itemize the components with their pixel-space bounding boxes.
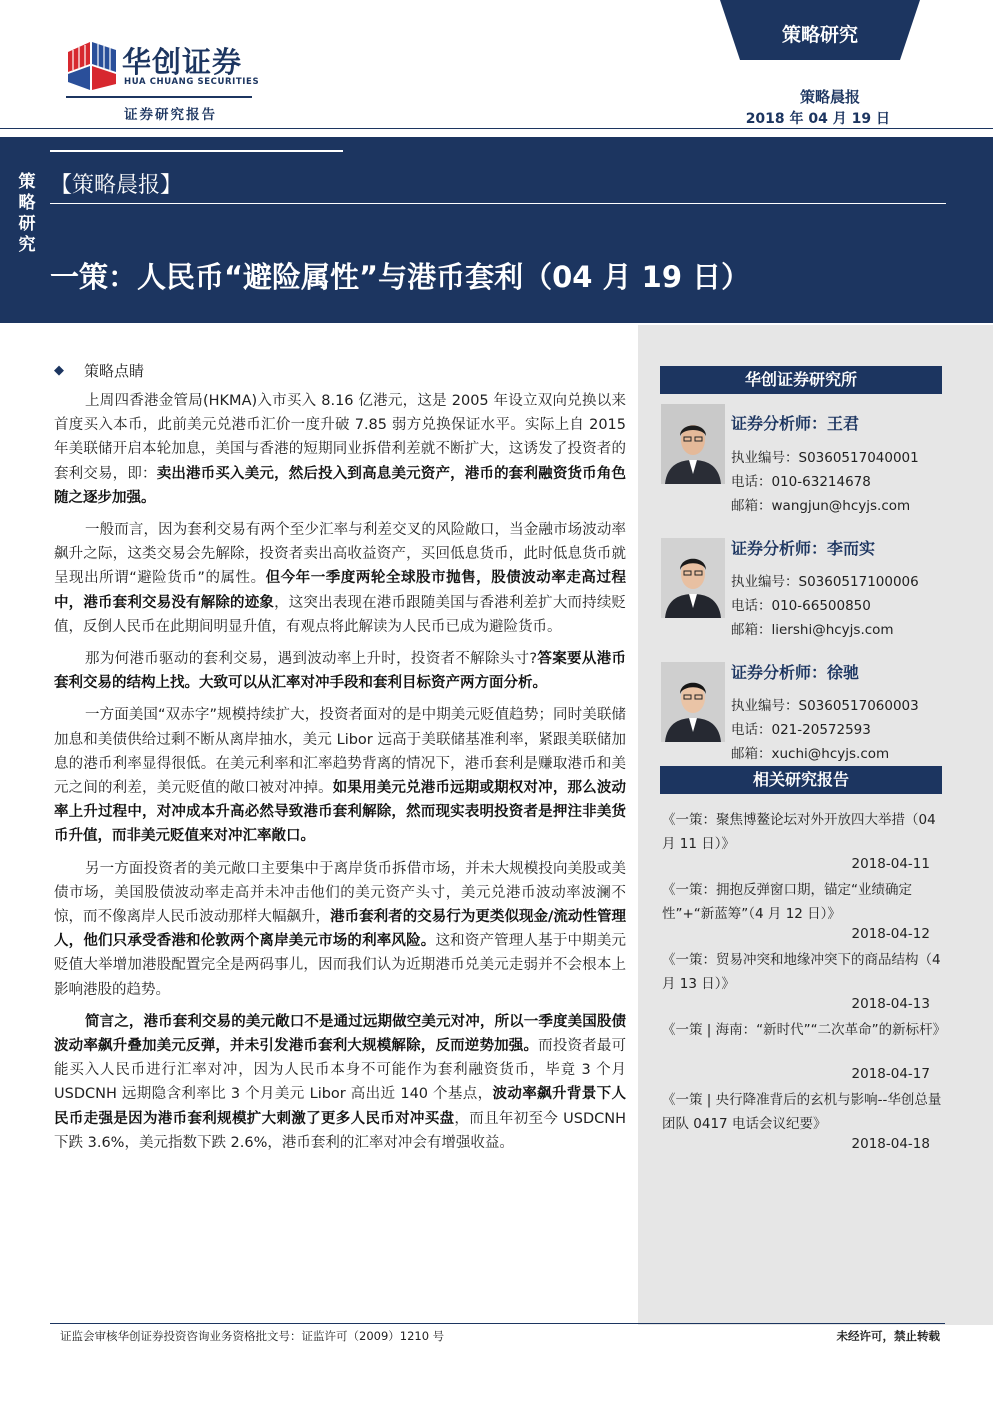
category-tab-label: 策略研究 [781, 24, 858, 46]
body-text: 一般而言，因为套利交易有两个至少汇率与利差交叉的风险敞口，当金融市场波动率飙升之际，这类交易会先解除，投资者卖出高收益资产，买回低息货币，此时低息货币就呈现出所谓“避险货币”的属性。 [54, 522, 626, 587]
footer-divider [50, 1323, 945, 1324]
analyst-email-2: 邮箱：liershi@hcyjs.com [731, 622, 894, 638]
analyst-cert-1: 执业编号：S0360517040001 [731, 450, 919, 466]
paragraph-list [54, 389, 626, 1155]
body-paragraph [54, 518, 626, 639]
header-divider [0, 128, 993, 129]
diamond-bullet-icon: ◆ [54, 363, 64, 378]
related-report-date-4: 2018-04-17 [851, 1066, 930, 1082]
logo-chinese-name: 华创证券 [122, 45, 243, 79]
related-report-date-2: 2018-04-12 [851, 926, 930, 942]
body-text: ，而且年初至今 USDCNH 下跌 3.6%，美元指数下跌 2.6%，港币套利的汇率对冲会有增强收益。 [54, 1110, 627, 1151]
related-reports-heading: 相关研究报告 [660, 766, 942, 794]
emphasized-text: 波动率飙升背景下人民币走强是因为港币套利规模扩大刺激了更多人民币对冲买盘 [54, 1086, 627, 1127]
section-heading [54, 360, 626, 381]
institute-heading: 华创证券研究所 [660, 366, 942, 394]
analyst-phone-1: 电话：010-63214678 [731, 474, 871, 490]
emphasized-text: 如果用美元兑港币远期或期权对冲，那么波动率上升过程中，对冲成本升高必然导致港币套利解除，然而现实表明投资者是押注非美货币升值，而非美元贬值来对冲汇率敞口。 [54, 780, 626, 845]
banner-series-tag: 【策略晨报】 [50, 173, 183, 198]
logo-mark-icon [68, 42, 116, 90]
analyst-title-2: 证券分析师：李而实 [731, 539, 876, 558]
related-report-3[interactable]: 《一策：贸易冲突和地缘冲突下的商品结构（4 月 13 日）》 [662, 952, 941, 992]
body-text: ，这突出表现在港币跟随美国与香港利差扩大而持续贬值，反倒人民币在此期间明显升值，有观点将此解读为人民币已成为避险货币。 [54, 594, 627, 635]
body-paragraph [54, 857, 626, 1002]
analyst-title-3: 证券分析师：徐驰 [731, 663, 860, 682]
analyst-email-1: 邮箱：wangjun@hcyjs.com [731, 498, 911, 514]
related-report-date-1: 2018-04-11 [851, 856, 930, 872]
header-date: 2018 年 04 月 19 日 [745, 111, 890, 127]
emphasized-text: 卖出港币买入美元，然后投入到高息美元资产，港币的套利融资货币角色随之逐步加强。 [54, 465, 627, 506]
report-title: 一策：人民币“避险属性”与港币套利（04 月 19 日） [50, 260, 751, 294]
emphasized-text: 答案要从港币套利交易的结构上找。大致可以从汇率对冲手段和套利目标资产两方面分析。 [54, 651, 626, 692]
related-report-1[interactable]: 《一策：聚焦博鳌论坛对外开放四大举措（04 月 11 日）》 [662, 812, 936, 852]
emphasized-text: 简言之，港币套利交易的美元敞口不是通过远期做空美元对冲，所以一季度美国股债波动率飙升叠加美元反弹，并未引发港币套利大规模解除，反而逆势加强。 [54, 1013, 626, 1055]
banner-mid-rule [50, 203, 946, 204]
logo-divider [66, 96, 252, 98]
logo-english-name: HUA CHUANG SECURITIES [124, 77, 260, 87]
body-paragraph [54, 1010, 626, 1155]
report-type-label: 证券研究报告 [124, 107, 217, 123]
main-content [54, 360, 626, 1163]
analyst-cert-3: 执业编号：S0360517060003 [731, 698, 919, 714]
body-paragraph [54, 389, 626, 510]
body-paragraph [54, 647, 626, 695]
related-report-date-3: 2018-04-13 [851, 996, 930, 1012]
analyst-photo-3 [661, 662, 725, 742]
body-paragraph [54, 703, 626, 848]
footer-license: 证监会审核华创证券投资咨询业务资格批文号：证监许可（2009）1210 号 [60, 1329, 445, 1343]
related-report-2[interactable]: 《一策：拥抱反弹窗口期，锚定“业绩确定性”+“新蓝筹”（4 月 12 日）》 [662, 882, 912, 922]
emphasized-text: 港币套利者的交易行为更类似现金/流动性管理人，他们只承受香港和伦敦两个离岸美元市场的利率风险。 [54, 909, 627, 950]
section-title: 策略点睛 [84, 362, 145, 380]
header-category: 策略晨报 [799, 88, 860, 106]
analyst-phone-3: 电话：021-20572593 [731, 722, 871, 738]
footer-notice: 未经许可，禁止转载 [836, 1329, 940, 1343]
analyst-photo-1 [661, 404, 725, 484]
body-text: 这和资产管理人基于中期美元贬值大举增加港股配置完全是两码事儿，因而我们认为近期港币兑美元走弱并不会根本上影响港股的趋势。 [54, 933, 627, 998]
banner-side-label: 策略研究 [18, 172, 36, 255]
related-report-4[interactable]: 《一策 | 海南：“新时代”“二次革命”的新标杆》 [662, 1022, 947, 1038]
analyst-cert-2: 执业编号：S0360517100006 [731, 574, 919, 590]
body-text: 一方面美国“双赤字”规模持续扩大，投资者面对的是中期美元贬值趋势；同时美联储加息和美债供给过剩不断从离岸抽水，美元 Libor 远高于美联储基准利率，紧跟美联储加息的港币利率显得很低。在美元利率和汇率趋势背离的情况下，港币套利是赚取港币和美元之间的利差，美元贬值的敞口被对冲掉。 [54, 707, 626, 797]
banner-top-rule [50, 150, 343, 152]
body-text: 另一方面投资者的美元敞口主要集中于离岸货币拆借市场，并未大规模投向美股或美债市场，美国股债波动率走高并未冲击他们的美元资产头寸，美元兑港币波动率波澜不惊，而不像离岸人民币波动那样大幅飙升， [54, 860, 626, 926]
related-report-date-5: 2018-04-18 [851, 1136, 930, 1152]
analyst-title-1: 证券分析师：王君 [731, 414, 860, 433]
analyst-phone-2: 电话：010-66500850 [731, 598, 871, 614]
emphasized-text: 但今年一季度两轮全球股市抛售，股债波动率走高过程中，港币套利交易没有解除的迹象 [54, 570, 626, 611]
body-text: 上周四香港金管局(HKMA)入市买入 8.16 亿港元，这是 2005 年设立双向兑换以来首度买入本币，此前美元兑港币汇价一度升破 7.85 弱方兑换保证水平。实际上自 2015 年美联储开启本轮加息，美国与香港的短期同业拆借利差就不断扩大，这诱发了投资者的套利交易，即： [54, 393, 626, 482]
analyst-email-3: 邮箱：xuchi@hcyjs.com [731, 746, 890, 762]
body-text: 而投资者最可能买入人民币进行汇率对冲，因为人民币本身不可能作为套利融资货币，毕竟 3 个月 USDCNH 远期隐含利率比 3 个月美元 Libor 高出近 140 个基点， [54, 1038, 627, 1103]
analyst-photo-2 [661, 538, 725, 618]
related-report-5[interactable]: 《一策 | 央行降准背后的玄机与影响--华创总量团队 0417 电话会议纪要》 [662, 1092, 942, 1132]
body-text: 那为何港币驱动的套利交易，遇到波动率上升时，投资者不解除头寸? [85, 651, 538, 668]
